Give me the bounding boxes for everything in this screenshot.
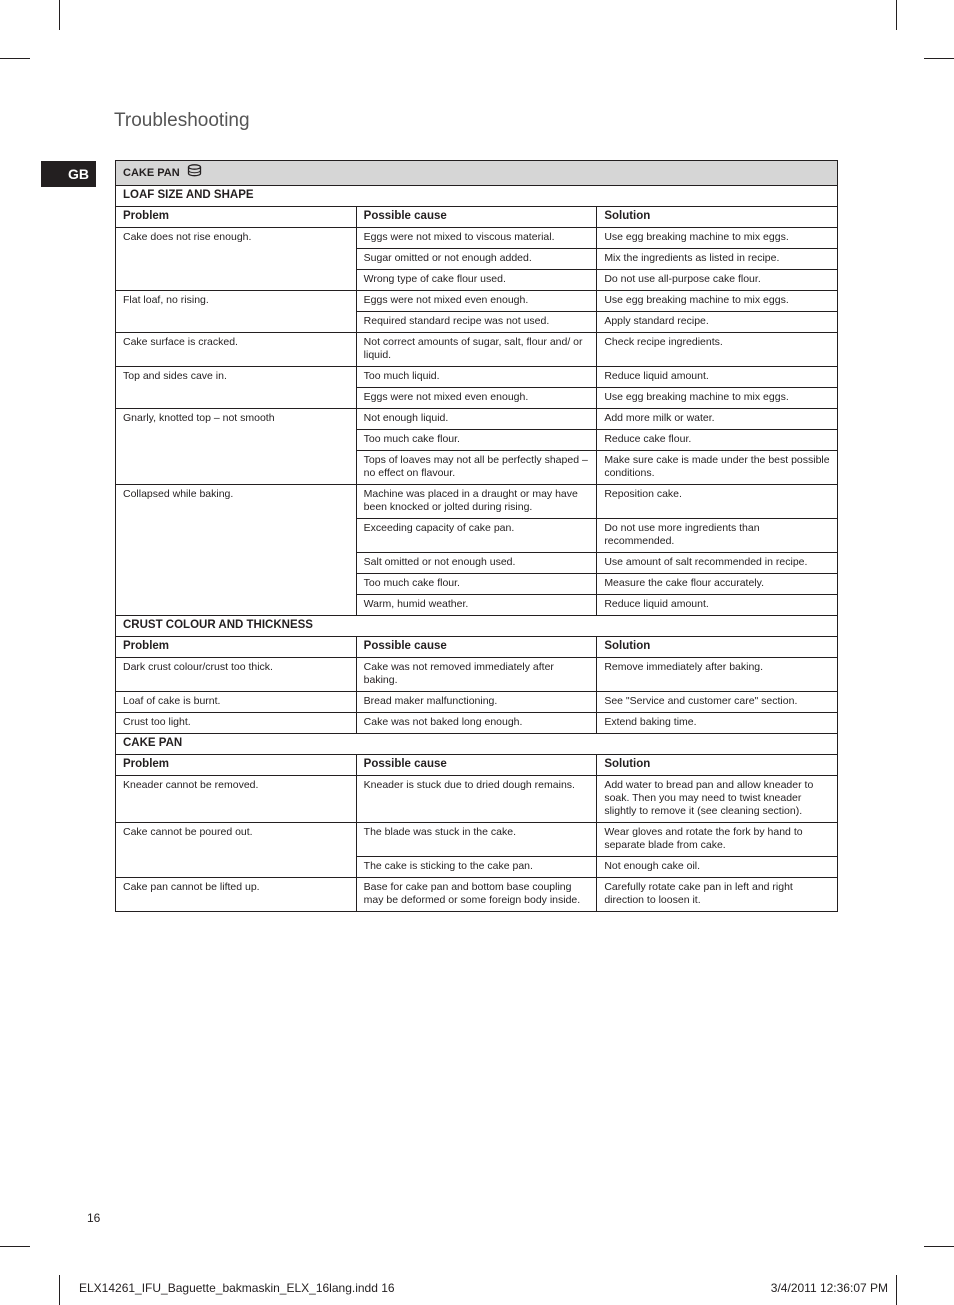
problem-cell: Top and sides cave in. [116, 367, 357, 409]
section-title-row [116, 616, 838, 637]
top-bar-cell [116, 161, 838, 186]
crop-mark [59, 1275, 60, 1305]
crop-mark [924, 58, 954, 59]
solution-cell: Use egg breaking machine to mix eggs. [597, 388, 838, 409]
cause-cell: Too much liquid. [356, 367, 597, 388]
solution-cell: Carefully rotate cake pan in left and right direction to loosen it. [597, 878, 838, 912]
cause-cell: The blade was stuck in the cake. [356, 823, 597, 857]
solution-cell: Do not use all-purpose cake flour. [597, 270, 838, 291]
table-row [116, 485, 838, 519]
cake-pan-icon [187, 164, 202, 181]
crop-mark [0, 58, 30, 59]
solution-cell: Check recipe ingredients. [597, 333, 838, 367]
problem-cell: Cake does not rise enough. [116, 228, 357, 291]
problem-cell: Dark crust colour/crust too thick. [116, 658, 357, 692]
section-title-row [116, 186, 838, 207]
header-solution: Solution [597, 755, 838, 776]
table-row [116, 878, 838, 912]
header-solution: Solution [597, 207, 838, 228]
header-solution: Solution [597, 637, 838, 658]
top-bar-label: CAKE PAN [123, 167, 180, 179]
section-title: CAKE PAN [116, 734, 838, 755]
solution-cell: See "Service and customer care" section. [597, 692, 838, 713]
table-row [116, 823, 838, 857]
solution-cell: Not enough cake oil. [597, 857, 838, 878]
footer-date: 3/4/2011 12:36:07 PM [770, 1281, 888, 1295]
section-title-row [116, 734, 838, 755]
problem-cell: Flat loaf, no rising. [116, 291, 357, 333]
solution-cell: Make sure cake is made under the best possible conditions. [597, 451, 838, 485]
cause-cell: Base for cake pan and bottom base coupling may be deformed or some foreign body inside. [356, 878, 597, 912]
table-row [116, 367, 838, 388]
language-tab: GB [41, 161, 96, 187]
table-row [116, 291, 838, 312]
table-row [116, 776, 838, 823]
solution-cell: Use amount of salt recommended in recipe. [597, 553, 838, 574]
solution-cell: Reduce liquid amount. [597, 595, 838, 616]
cause-cell: Eggs were not mixed even enough. [356, 388, 597, 409]
solution-cell: Extend baking time. [597, 713, 838, 734]
header-possible-cause: Possible cause [356, 207, 597, 228]
cause-cell: Wrong type of cake flour used. [356, 270, 597, 291]
table-row [116, 692, 838, 713]
cause-cell: Cake was not baked long enough. [356, 713, 597, 734]
problem-cell: Kneader cannot be removed. [116, 776, 357, 823]
cause-cell: Exceeding capacity of cake pan. [356, 519, 597, 553]
page-number: 16 [87, 1211, 101, 1225]
problem-cell: Gnarly, knotted top – not smooth [116, 409, 357, 485]
problem-cell: Cake cannot be poured out. [116, 823, 357, 878]
table-top-bar [116, 161, 838, 186]
section-title: LOAF SIZE AND SHAPE [116, 186, 838, 207]
solution-cell: Apply standard recipe. [597, 312, 838, 333]
header-problem: Problem [116, 755, 357, 776]
problem-cell: Crust too light. [116, 713, 357, 734]
solution-cell: Remove immediately after baking. [597, 658, 838, 692]
crop-mark [924, 1246, 954, 1247]
table-row [116, 333, 838, 367]
cause-cell: Too much cake flour. [356, 574, 597, 595]
footer-file-name: ELX14261_IFU_Baguette_bakmaskin_ELX_16lang.indd 16 [79, 1281, 395, 1295]
cause-cell: Sugar omitted or not enough added. [356, 249, 597, 270]
header-problem: Problem [116, 637, 357, 658]
solution-cell: Add more milk or water. [597, 409, 838, 430]
problem-cell: Loaf of cake is burnt. [116, 692, 357, 713]
header-possible-cause: Possible cause [356, 637, 597, 658]
cause-cell: Not enough liquid. [356, 409, 597, 430]
solution-cell: Wear gloves and rotate the fork by hand to separate blade from cake. [597, 823, 838, 857]
section-title: CRUST COLOUR AND THICKNESS [116, 616, 838, 637]
cause-cell: Machine was placed in a draught or may have been knocked or jolted during rising. [356, 485, 597, 519]
crop-mark [0, 1246, 30, 1247]
cause-cell: Salt omitted or not enough used. [356, 553, 597, 574]
cause-cell: Tops of loaves may not all be perfectly shaped – no effect on flavour. [356, 451, 597, 485]
solution-cell: Reduce liquid amount. [597, 367, 838, 388]
solution-cell: Measure the cake flour accurately. [597, 574, 838, 595]
cause-cell: The cake is sticking to the cake pan. [356, 857, 597, 878]
column-header-row [116, 207, 838, 228]
cause-cell: Eggs were not mixed to viscous material. [356, 228, 597, 249]
solution-cell: Use egg breaking machine to mix eggs. [597, 228, 838, 249]
table-body [116, 161, 838, 912]
solution-cell: Do not use more ingredients than recommended. [597, 519, 838, 553]
cause-cell: Not correct amounts of sugar, salt, flour and/ or liquid. [356, 333, 597, 367]
crop-mark [896, 0, 897, 30]
table-row [116, 409, 838, 430]
cause-cell: Too much cake flour. [356, 430, 597, 451]
solution-cell: Reduce cake flour. [597, 430, 838, 451]
crop-mark [896, 1275, 897, 1305]
problem-cell: Cake pan cannot be lifted up. [116, 878, 357, 912]
cause-cell: Cake was not removed immediately after baking. [356, 658, 597, 692]
table-row [116, 658, 838, 692]
column-header-row [116, 637, 838, 658]
header-possible-cause: Possible cause [356, 755, 597, 776]
problem-cell: Collapsed while baking. [116, 485, 357, 616]
crop-mark [59, 0, 60, 30]
solution-cell: Reposition cake. [597, 485, 838, 519]
troubleshooting-table [115, 160, 838, 912]
table-row [116, 713, 838, 734]
solution-cell: Mix the ingredients as listed in recipe. [597, 249, 838, 270]
cause-cell: Warm, humid weather. [356, 595, 597, 616]
table-row [116, 228, 838, 249]
cause-cell: Eggs were not mixed even enough. [356, 291, 597, 312]
header-problem: Problem [116, 207, 357, 228]
problem-cell: Cake surface is cracked. [116, 333, 357, 367]
cause-cell: Required standard recipe was not used. [356, 312, 597, 333]
solution-cell: Use egg breaking machine to mix eggs. [597, 291, 838, 312]
page-title: Troubleshooting [114, 110, 250, 131]
solution-cell: Add water to bread pan and allow kneader to soak. Then you may need to twist kneader slightly to remove it (see cleaning section). [597, 776, 838, 823]
column-header-row [116, 755, 838, 776]
cause-cell: Kneader is stuck due to dried dough remains. [356, 776, 597, 823]
cause-cell: Bread maker malfunctioning. [356, 692, 597, 713]
